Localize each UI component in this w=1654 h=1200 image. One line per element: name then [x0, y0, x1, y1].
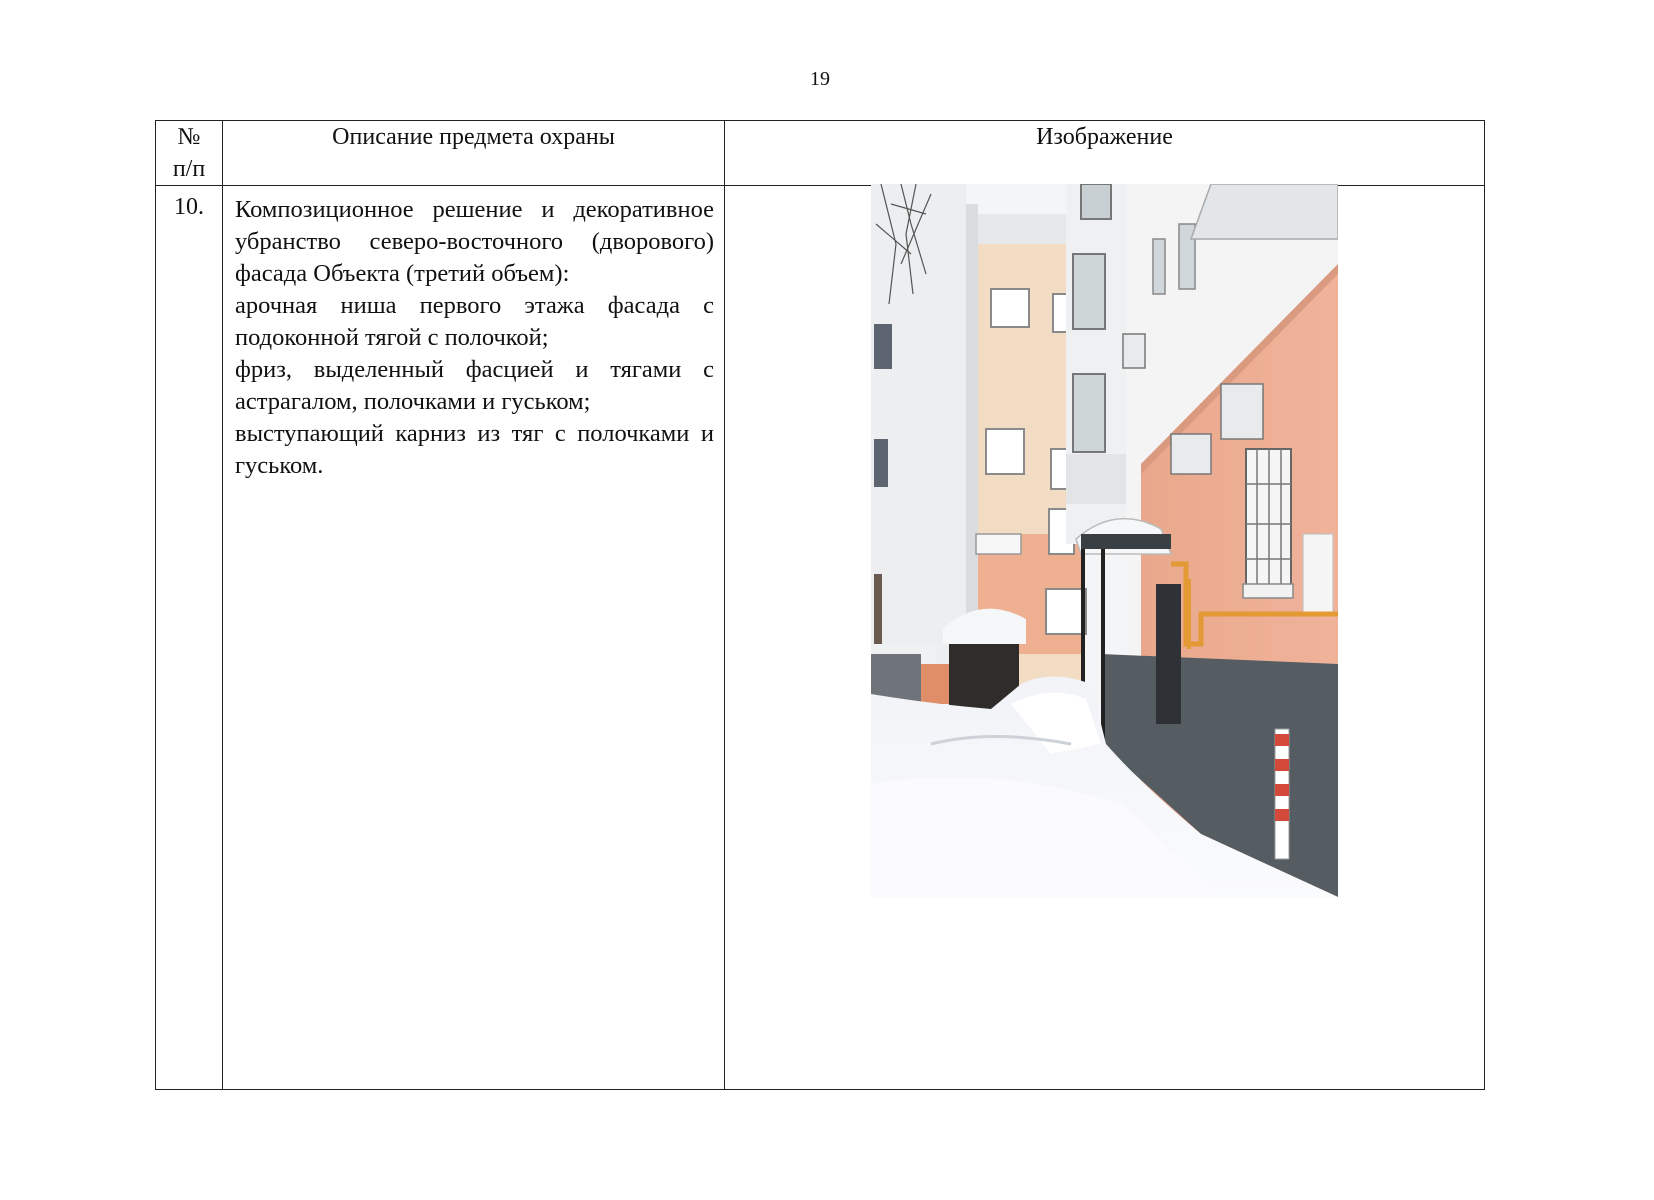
header-image: Изображение — [725, 121, 1485, 186]
page-number: 19 — [810, 68, 830, 90]
protection-subject-table — [155, 120, 1485, 1090]
table-header-row — [156, 121, 1485, 186]
description-paragraph: выступающий карниз из тяг с полочками и гуськом. — [235, 420, 714, 479]
header-description: Описание предмета охраны — [223, 121, 725, 186]
header-number-line1: № — [177, 124, 201, 150]
row-number: 10. — [156, 186, 223, 1090]
description-paragraph: арочная ниша первого этажа фасада с подоконной тягой с полочкой; — [235, 292, 714, 351]
header-number — [156, 121, 223, 186]
description-paragraph: Композиционное решение и декоративное убранство северо-восточного (дворового) фасада Объекта (третий объем): — [235, 196, 714, 287]
row-image-cell — [725, 186, 1485, 1090]
courtyard-facade-photo — [871, 184, 1338, 897]
row-description — [223, 186, 725, 1090]
table-row — [156, 186, 1485, 1090]
header-number-line2: п/п — [172, 156, 206, 182]
description-paragraph: фриз, выделенный фасцией и тягами с астрагалом, полочками и гуськом; — [235, 356, 714, 415]
